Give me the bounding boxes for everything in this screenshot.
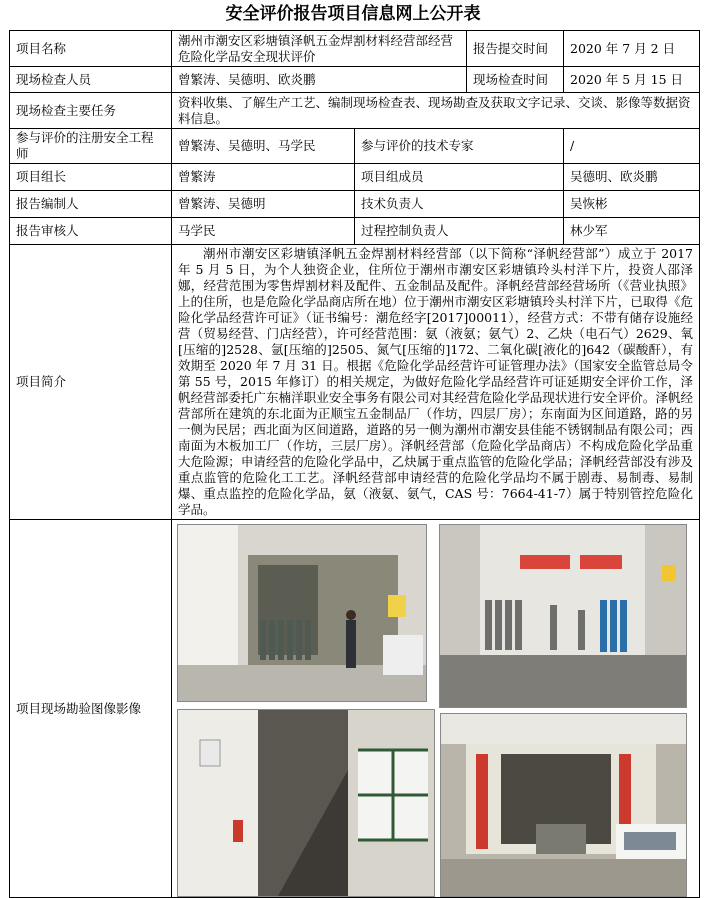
label-members: 项目组成员: [355, 164, 564, 191]
label-tasks: 现场检查主要任务: [10, 93, 172, 129]
label-experts: 参与评价的技术专家: [355, 129, 564, 164]
value-inspectors: 曾繁涛、吴德明、欧炎鹏: [172, 67, 467, 93]
value-submit-time: 2020 年 7 月 2 日: [564, 31, 700, 67]
label-inspectors: 现场检查人员: [10, 67, 172, 93]
value-tasks: 资料收集、了解生产工艺、编制现场检查表、现场勘查及获取文字记录、交谈、影像等数据资料信息。: [172, 93, 700, 129]
value-intro: 潮州市潮安区彩塘镇泽帆五金焊割材料经营部（以下简称“泽帆经营部”）成立于 2017 年 5 月 5 日，为个人独资企业，住所位于潮州市潮安区彩塘镇玲头村洋下片，投资人邵泽娜，经营范围为零售焊割材料及配件、五金制品及配件。泽帆经营部经营场所（《营业执照》上的住所，也是危险化学品商店所在地）位于潮州市潮安区彩塘镇玲头村洋下片，已取得《危险化学品经营许可证》（证书编号：潮危经字[2017]00011），经营方式：不带有储存设施经营（贸易经营、门店经营），许可经营范围：氨（液氨；氨气）2、乙炔（电石气）2629、氧[压缩的]2528、氩[压缩的]2505、氮气[压缩的]172、二氧化碳[液化的]642（碳酸酐），有效期至 2020 年 7 月 31 日。根据《危险化学品经营许可证管理办法》（国家安全监管总局令第 55 号，2015 年修订）的相关规定，为做好危险化学品经营许可证延期安全评价工作，泽帆经营部委托广东楠洋职业安全事务有限公司对其经营危险化学品现状进行安全评价。泽帆经营部所在建筑的东北面为正顺宝五金制品厂（作坊，四层厂房）；东南面为区间道路，路的另一侧为民居；西北面为区间道路，道路的另一侧为潮州市潮安县佳能不锈钢制品有限公司；西南面为木板加工厂（作坊，三层厂房）。泽帆经营部（危险化学品商店）不构成危险化学品重大危险源；申请经营的危险化学品中，乙炔属于重点监管的危险化学品；泽帆经营部没有涉及重点监管的危险化工工艺。泽帆经营部申请经营的危险化学品均不属于剧毒、易制毒、易制爆、重点监控的危险化学品，氨（液氨、氨气，CAS 号：7664-41-7）属于特别管控危险化学品。: [172, 245, 700, 520]
value-compilers: 曾繁涛、吴德明: [172, 191, 355, 218]
value-project-name: 潮州市潮安区彩塘镇泽帆五金焊割材料经营部经营危险化学品安全现状评价: [172, 31, 467, 67]
label-photos: 项目现场勘验图像影像: [10, 520, 172, 898]
label-inspect-time: 现场检查时间: [467, 67, 564, 93]
label-engineers: 参与评价的注册安全工程师: [10, 129, 172, 164]
photo-grid: [172, 520, 699, 897]
site-photo-cylinder-room: [439, 524, 687, 708]
value-members: 吴德明、欧炎鹏: [564, 164, 700, 191]
label-leader: 项目组长: [10, 164, 172, 191]
value-leader: 曾繁涛: [172, 164, 355, 191]
photos-cell: [172, 520, 700, 898]
info-table: [9, 30, 700, 898]
value-experts: /: [564, 129, 700, 164]
site-photo-shop-entrance: [440, 713, 687, 897]
label-intro: 项目简介: [10, 245, 172, 520]
label-process-lead: 过程控制负责人: [355, 218, 564, 245]
value-inspect-time: 2020 年 5 月 15 日: [564, 67, 700, 93]
label-compilers: 报告编制人: [10, 191, 172, 218]
label-reviewer: 报告审核人: [10, 218, 172, 245]
site-photo-stairwell: [177, 709, 435, 897]
label-submit-time: 报告提交时间: [467, 31, 564, 67]
value-reviewer: 马学民: [172, 218, 355, 245]
page-title: 安全评价报告项目信息网上公开表: [225, 4, 481, 24]
label-tech-lead: 技术负责人: [355, 191, 564, 218]
value-engineers: 曾繁涛、吴德明、马学民: [172, 129, 355, 164]
site-photo-warehouse-interior: [177, 524, 427, 702]
value-process-lead: 林少军: [564, 218, 700, 245]
label-project-name: 项目名称: [10, 31, 172, 67]
value-tech-lead: 吴恢彬: [564, 191, 700, 218]
